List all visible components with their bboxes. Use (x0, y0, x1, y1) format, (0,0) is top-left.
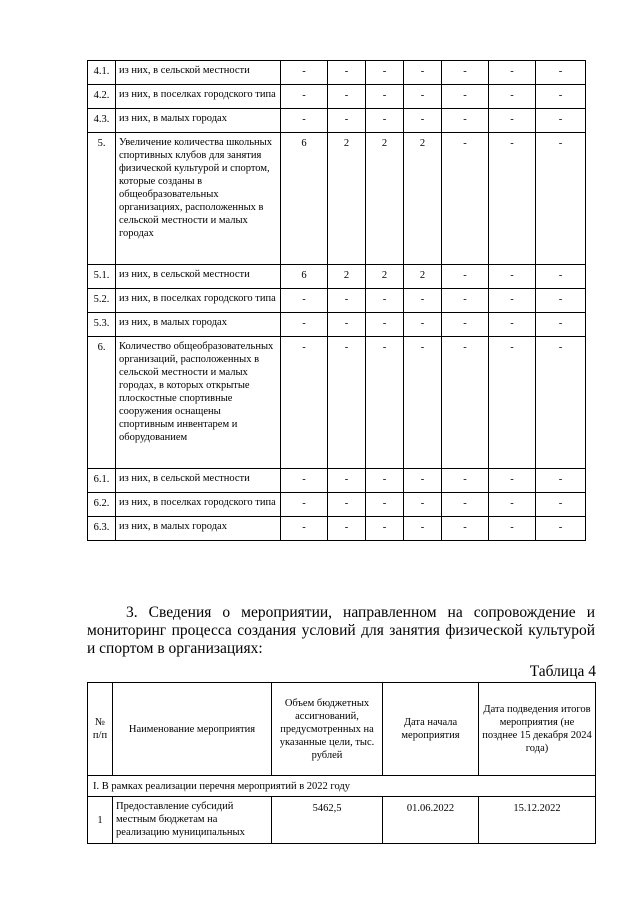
row-value: 2 (328, 265, 366, 289)
row-value: - (489, 85, 536, 109)
indicators-table (87, 60, 586, 541)
table-row (88, 797, 596, 844)
row-value: - (442, 493, 489, 517)
row-value: - (281, 109, 328, 133)
row-value: - (366, 493, 404, 517)
row-value: - (442, 289, 489, 313)
header-results-date: Дата подведения итогов мероприятия (не позднее 15 декабря 2024 года) (479, 683, 596, 776)
row-value: - (281, 85, 328, 109)
table-row (88, 61, 586, 85)
row-value: - (536, 289, 586, 313)
row-number: 6.2. (88, 493, 116, 517)
row-value: - (404, 517, 442, 541)
row-value: - (328, 469, 366, 493)
header-number: № п/п (88, 683, 113, 776)
row-label: из них, в поселках городского типа (116, 493, 281, 517)
row-value: - (489, 265, 536, 289)
row-value: - (489, 109, 536, 133)
row-value: - (328, 493, 366, 517)
row-value: - (328, 61, 366, 85)
table-row (88, 289, 586, 313)
row-value: - (404, 313, 442, 337)
row-value: - (489, 469, 536, 493)
row-value: - (442, 85, 489, 109)
row-value: - (281, 469, 328, 493)
row-value: - (536, 61, 586, 85)
section-3-heading (87, 604, 595, 658)
table-row (88, 469, 586, 493)
row-number: 4.3. (88, 109, 116, 133)
row-value: - (281, 289, 328, 313)
row-label: Количество общеобразовательных организаций, расположенных в сельской местности и малых городах, в которых открытые плоскостные спортивные сооружения оснащены спортивным инвентарем и оборудованием (116, 337, 281, 469)
row-value: - (536, 493, 586, 517)
row-value: - (404, 337, 442, 469)
row-value: - (536, 85, 586, 109)
row-label: из них, в сельской местности (116, 265, 281, 289)
row-value: - (366, 61, 404, 85)
row-number: 5. (88, 133, 116, 265)
row-value: - (366, 85, 404, 109)
table-4-caption: Таблица 4 (529, 663, 596, 680)
header-start-date: Дата начала мероприятия (383, 683, 479, 776)
table-row (88, 337, 586, 469)
row-value: - (404, 493, 442, 517)
events-section-title: I. В рамках реализации перечня мероприятий в 2022 году (88, 776, 596, 797)
row-value: 2 (328, 133, 366, 265)
row-value: 2 (366, 265, 404, 289)
row-value: - (536, 337, 586, 469)
row-label: из них, в поселках городского типа (116, 85, 281, 109)
header-event-name: Наименование мероприятия (113, 683, 272, 776)
row-label: из них, в малых городах (116, 109, 281, 133)
row-value: 2 (366, 133, 404, 265)
row-number: 4.1. (88, 61, 116, 85)
row-value: - (404, 289, 442, 313)
row-value: 2 (404, 265, 442, 289)
row-start: 01.06.2022 (383, 797, 479, 844)
row-value: - (442, 133, 489, 265)
row-number: 6.3. (88, 517, 116, 541)
header-budget: Объем бюджетных ассигнований, предусмотренных на указанные цели, тыс. рублей (272, 683, 383, 776)
row-number: 5.1. (88, 265, 116, 289)
row-value: - (328, 337, 366, 469)
row-value: - (442, 517, 489, 541)
row-label: из них, в малых городах (116, 313, 281, 337)
row-value: - (442, 265, 489, 289)
row-label: из них, в сельской местности (116, 469, 281, 493)
row-budget: 5462,5 (272, 797, 383, 844)
row-number: 5.3. (88, 313, 116, 337)
row-number: 4.2. (88, 85, 116, 109)
table-row (88, 265, 586, 289)
row-value: - (536, 133, 586, 265)
row-label: Увеличение количества школьных спортивных клубов для занятия физической культурой и спортом, которые созданы в общеобразовательных организациях, расположенных в сельской местности и малых городах (116, 133, 281, 265)
row-value: - (536, 313, 586, 337)
row-value: - (442, 109, 489, 133)
row-value: - (328, 85, 366, 109)
table-row (88, 85, 586, 109)
row-value: - (281, 517, 328, 541)
row-value: - (404, 85, 442, 109)
row-value: - (404, 61, 442, 85)
row-value: - (281, 493, 328, 517)
row-value: 2 (404, 133, 442, 265)
row-number: 1 (88, 797, 113, 844)
row-value: - (536, 109, 586, 133)
row-value: - (489, 493, 536, 517)
row-value: - (328, 517, 366, 541)
row-value: - (366, 313, 404, 337)
row-value: - (328, 109, 366, 133)
events-table (87, 682, 596, 844)
row-value: - (489, 337, 536, 469)
row-value: - (442, 469, 489, 493)
row-number: 5.2. (88, 289, 116, 313)
row-value: - (366, 289, 404, 313)
row-value: - (536, 265, 586, 289)
row-value: - (536, 517, 586, 541)
row-value: - (404, 469, 442, 493)
row-value: - (281, 337, 328, 469)
row-value: - (489, 313, 536, 337)
row-value: - (404, 109, 442, 133)
row-value: - (366, 337, 404, 469)
section-3-text: 3. Сведения о мероприятии, направленном на сопровождение и мониторинг процесса создания условий для занятия физической культурой и спортом в организациях: (87, 604, 595, 657)
events-table-header (88, 683, 596, 776)
row-name: Предоставление субсидий местным бюджетам на реализацию муниципальных (113, 797, 272, 844)
row-value: - (536, 469, 586, 493)
table-row (88, 313, 586, 337)
row-number: 6.1. (88, 469, 116, 493)
row-value: - (489, 289, 536, 313)
events-section-row (88, 776, 596, 797)
row-value: - (442, 337, 489, 469)
row-value: 6 (281, 265, 328, 289)
row-label: из них, в сельской местности (116, 61, 281, 85)
row-value: - (489, 133, 536, 265)
row-number: 6. (88, 337, 116, 469)
row-value: - (442, 313, 489, 337)
table-row (88, 517, 586, 541)
row-value: 6 (281, 133, 328, 265)
row-value: - (442, 61, 489, 85)
row-value: - (366, 469, 404, 493)
table-row (88, 109, 586, 133)
row-value: - (328, 313, 366, 337)
row-end: 15.12.2022 (479, 797, 596, 844)
row-value: - (489, 61, 536, 85)
row-label: из них, в малых городах (116, 517, 281, 541)
row-label: из них, в поселках городского типа (116, 289, 281, 313)
row-value: - (281, 61, 328, 85)
row-value: - (489, 517, 536, 541)
table-row (88, 493, 586, 517)
row-value: - (281, 313, 328, 337)
row-value: - (366, 517, 404, 541)
row-value: - (328, 289, 366, 313)
table-row (88, 133, 586, 265)
row-value: - (366, 109, 404, 133)
